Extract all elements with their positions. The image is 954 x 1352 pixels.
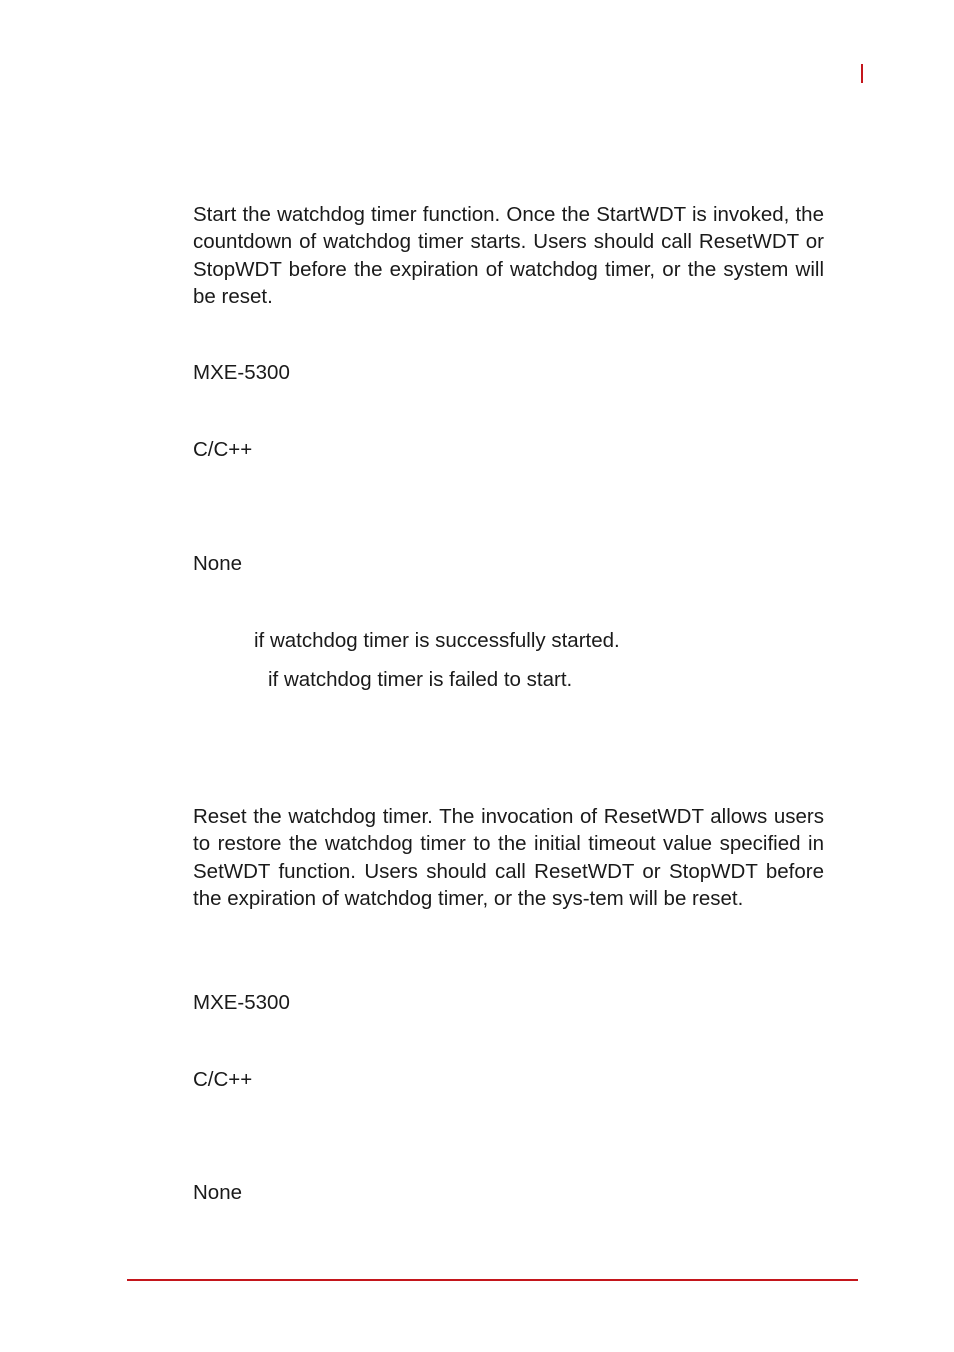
start-wdt-description: Start the watchdog timer function. Once the StartWDT is invoked, the countdown of watchdog timer starts. Users should call ResetWDT or StopWDT before the expiration of watchdog timer, or the system will be reset. [193,203,824,308]
start-wdt-parameters: None [193,552,243,575]
start-wdt-return-success: if watchdog timer is successfully started. [254,629,620,652]
reset-wdt-description: Reset the watchdog timer. The invocation of ResetWDT allows users to restore the watchdog timer to the initial timeout value specified in SetWDT function. Users should call ResetWDT or StopWDT before the expiration of watchdog timer, or the sys-tem will be reset. [193,805,824,910]
start-wdt-supported-modules: MXE-5300 [193,361,290,384]
start-wdt-language: C/C++ [193,438,253,461]
footer-rule [127,1279,858,1281]
reset-wdt-supported-modules: MXE-5300 [193,991,290,1014]
reset-wdt-language: C/C++ [193,1068,253,1091]
reset-wdt-parameters: None [193,1181,243,1204]
header-accent-mark [861,64,863,83]
start-wdt-return-failure: if watchdog timer is failed to start. [268,668,573,691]
